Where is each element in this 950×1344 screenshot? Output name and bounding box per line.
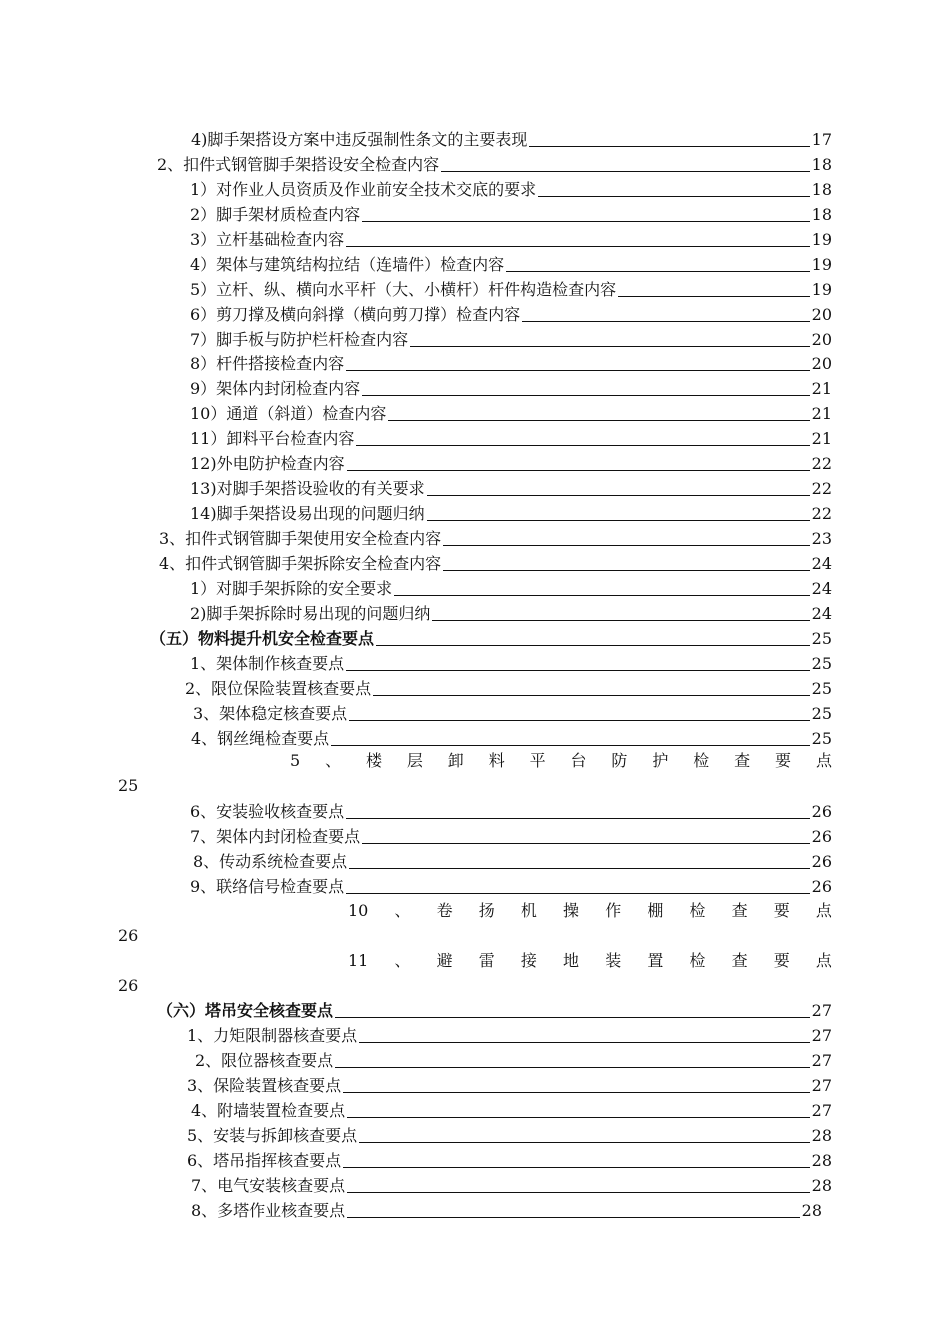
leader-line bbox=[618, 295, 809, 297]
leader-line bbox=[346, 817, 809, 819]
leader-line bbox=[356, 444, 809, 446]
toc-entry-label: 9）架体内封闭检查内容 bbox=[190, 379, 361, 398]
leader-line bbox=[349, 719, 809, 721]
toc-entry-page: 25 bbox=[811, 679, 832, 698]
toc-entry-label: 12)外电防护检查内容 bbox=[190, 454, 345, 473]
justified-char: 料 bbox=[488, 751, 505, 770]
toc-entry bbox=[190, 477, 832, 499]
justified-char: 护 bbox=[652, 751, 669, 770]
justified-char: 操 bbox=[563, 901, 580, 920]
toc-entry-label: 6、塔吊指挥核查要点 bbox=[187, 1151, 342, 1170]
toc-entry-label: 7、电气安装核查要点 bbox=[191, 1176, 346, 1195]
toc-entry bbox=[190, 253, 832, 275]
toc-entry-justified bbox=[290, 750, 832, 772]
toc-entry-page: 21 bbox=[811, 429, 832, 448]
toc-entry bbox=[190, 402, 832, 424]
justified-char: 检 bbox=[689, 951, 706, 970]
toc-entry-page: 24 bbox=[811, 554, 832, 573]
toc-entry bbox=[191, 727, 832, 749]
toc-entry-label: 4）架体与建筑结构拉结（连墙件）检查内容 bbox=[190, 255, 505, 274]
toc-entry-label: 5、安装与拆卸核查要点 bbox=[187, 1126, 358, 1145]
toc-entry-page: 26 bbox=[811, 877, 832, 896]
toc-entry-page: 24 bbox=[811, 604, 832, 623]
toc-entry-label: （五）物料提升机安全检查要点 bbox=[150, 629, 375, 648]
toc-entry-page: 24 bbox=[811, 579, 832, 598]
toc-entry-label: 4)脚手架搭设方案中违反强制性条文的主要表现 bbox=[191, 130, 528, 149]
toc-entry-page: 17 bbox=[811, 130, 832, 149]
toc-entry-label: 1、力矩限制器核查要点 bbox=[187, 1026, 358, 1045]
toc-entry-label: 1）对脚手架拆除的安全要求 bbox=[190, 579, 393, 598]
justified-char: 查 bbox=[731, 951, 748, 970]
toc-entry-page: 20 bbox=[811, 330, 832, 349]
toc-entry-page: 25 bbox=[811, 729, 832, 748]
leader-line bbox=[522, 320, 809, 322]
toc-entry bbox=[190, 228, 832, 250]
toc-entry bbox=[191, 1199, 822, 1221]
toc-entry bbox=[185, 677, 832, 699]
toc-entry-page: 25 bbox=[811, 704, 832, 723]
toc-entry bbox=[190, 452, 832, 474]
toc-entry-label: 7）脚手板与防护栏杆检查内容 bbox=[190, 330, 409, 349]
leader-line bbox=[388, 419, 809, 421]
justified-char: 点 bbox=[815, 951, 832, 970]
toc-entry bbox=[190, 203, 832, 225]
toc-entry-page: 25 bbox=[811, 654, 832, 673]
leader-line bbox=[538, 195, 809, 197]
toc-entry-page: 27 bbox=[811, 1076, 832, 1095]
toc-entry-label: 8、多塔作业核查要点 bbox=[191, 1201, 346, 1220]
toc-entry bbox=[190, 278, 832, 300]
leader-line bbox=[346, 369, 809, 371]
toc-entry bbox=[190, 303, 832, 325]
justified-char: 雷 bbox=[478, 951, 495, 970]
toc-entry-label: 3）立杆基础检查内容 bbox=[190, 230, 345, 249]
toc-entry bbox=[193, 850, 832, 872]
justified-char: 置 bbox=[647, 951, 664, 970]
toc-entry bbox=[190, 502, 832, 524]
toc-entry-label: 10）通道（斜道）检查内容 bbox=[190, 404, 387, 423]
justified-char: 要 bbox=[775, 751, 792, 770]
toc-entry-label: 2）脚手架材质检查内容 bbox=[190, 205, 361, 224]
toc-entry-page: 26 bbox=[811, 802, 832, 821]
toc-entry-page: 23 bbox=[811, 529, 832, 548]
toc-entry-label: 3、保险装置核查要点 bbox=[187, 1076, 342, 1095]
justified-char: 作 bbox=[605, 901, 622, 920]
justified-char: 点 bbox=[815, 751, 832, 770]
toc-entry-label: 8）杆件搭接检查内容 bbox=[190, 354, 345, 373]
justified-char: 、 bbox=[325, 751, 342, 770]
justified-char: 、 bbox=[394, 951, 411, 970]
justified-char: 楼 bbox=[365, 751, 382, 770]
toc-entry-label: 6、安装验收核查要点 bbox=[190, 802, 345, 821]
toc-entry-page: 26 bbox=[118, 926, 139, 945]
toc-entry-label: 8、传动系统检查要点 bbox=[193, 852, 348, 871]
toc-entry-label: 2、限位保险装置核查要点 bbox=[185, 679, 372, 698]
justified-char: 避 bbox=[436, 951, 453, 970]
toc-entry bbox=[190, 178, 832, 200]
justified-char: 接 bbox=[520, 951, 537, 970]
toc-entry-label: 1）对作业人员资质及作业前安全技术交底的要求 bbox=[190, 180, 537, 199]
toc-entry-label: 6）剪刀撑及横向斜撑（横向剪刀撑）检查内容 bbox=[190, 305, 521, 324]
toc-entry-justified bbox=[348, 900, 832, 922]
toc-entry bbox=[190, 875, 832, 897]
leader-line bbox=[347, 1191, 809, 1193]
leader-line bbox=[376, 644, 810, 646]
toc-entry-page: 25 bbox=[811, 629, 832, 648]
leader-line bbox=[394, 594, 809, 596]
leader-line bbox=[362, 842, 809, 844]
justified-char: 、 bbox=[394, 901, 411, 920]
leader-line bbox=[346, 669, 809, 671]
toc-entry bbox=[190, 377, 832, 399]
leader-line bbox=[359, 1041, 809, 1043]
toc-entry-page: 18 bbox=[811, 180, 832, 199]
toc-entry bbox=[190, 602, 832, 624]
toc-entry bbox=[190, 328, 832, 350]
toc-entry-label: （六）塔吊安全核查要点 bbox=[157, 1001, 334, 1020]
justified-char: 查 bbox=[731, 901, 748, 920]
toc-entry-page: 19 bbox=[811, 255, 832, 274]
justified-char: 11 bbox=[348, 951, 369, 970]
leader-line bbox=[441, 170, 809, 172]
toc-entry-label: 11）卸料平台检查内容 bbox=[190, 429, 355, 448]
leader-line bbox=[427, 519, 810, 521]
toc-entry bbox=[193, 702, 832, 724]
justified-char: 点 bbox=[815, 901, 832, 920]
leader-line bbox=[529, 145, 809, 147]
toc-entry bbox=[187, 1124, 832, 1146]
toc-entry-label: 2)脚手架拆除时易出现的问题归纳 bbox=[190, 604, 431, 623]
toc-entry-page: 19 bbox=[811, 230, 832, 249]
justified-char: 地 bbox=[563, 951, 580, 970]
justified-char: 棚 bbox=[647, 901, 664, 920]
justified-char: 台 bbox=[570, 751, 587, 770]
leader-line bbox=[410, 345, 809, 347]
toc-entry bbox=[187, 1149, 832, 1171]
leader-line bbox=[346, 892, 809, 894]
toc-entry-page: 27 bbox=[811, 1001, 832, 1020]
toc-entry bbox=[190, 427, 832, 449]
toc-entry-page: 28 bbox=[811, 1176, 832, 1195]
leader-line bbox=[359, 1141, 809, 1143]
justified-char: 扬 bbox=[478, 901, 495, 920]
justified-char: 层 bbox=[406, 751, 423, 770]
toc-entry-page: 26 bbox=[811, 827, 832, 846]
toc-entry-page: 26 bbox=[811, 852, 832, 871]
justified-char: 卸 bbox=[447, 751, 464, 770]
toc-entry-label: 4、扣件式钢管脚手架拆除安全检查内容 bbox=[159, 554, 442, 573]
leader-line bbox=[335, 1016, 810, 1018]
leader-line bbox=[362, 394, 809, 396]
toc-entry-label: 2、扣件式钢管脚手架搭设安全检查内容 bbox=[157, 155, 440, 174]
justified-char: 防 bbox=[611, 751, 628, 770]
toc-entry-page: 27 bbox=[811, 1051, 832, 1070]
toc-entry-label: 3、架体稳定核查要点 bbox=[193, 704, 348, 723]
justified-char: 机 bbox=[520, 901, 537, 920]
toc-entry-label: 4、附墙装置检查要点 bbox=[191, 1101, 346, 1120]
toc-entry-page: 27 bbox=[811, 1101, 832, 1120]
toc-entry-page: 21 bbox=[811, 379, 832, 398]
toc-entry-label: 1、架体制作核查要点 bbox=[190, 654, 345, 673]
toc-section-heading bbox=[150, 627, 832, 649]
leader-line bbox=[347, 469, 810, 471]
justified-char: 查 bbox=[734, 751, 751, 770]
toc-entry bbox=[191, 128, 832, 150]
toc-entry bbox=[190, 577, 832, 599]
toc-entry-page: 27 bbox=[811, 1026, 832, 1045]
leader-line bbox=[343, 1166, 809, 1168]
toc-entry-justified bbox=[348, 950, 832, 972]
toc-entry bbox=[190, 800, 832, 822]
justified-char: 装 bbox=[605, 951, 622, 970]
leader-line bbox=[373, 694, 809, 696]
leader-line bbox=[331, 744, 809, 746]
toc-entry-label: 5）立杆、纵、横向水平杆（大、小横杆）杆件构造检查内容 bbox=[190, 280, 617, 299]
toc-entry-label: 2、限位器核查要点 bbox=[195, 1051, 334, 1070]
toc-entry bbox=[187, 1024, 832, 1046]
toc-entry-page: 28 bbox=[811, 1126, 832, 1145]
justified-char: 平 bbox=[529, 751, 546, 770]
leader-line bbox=[443, 569, 809, 571]
toc-entry-label: 3、扣件式钢管脚手架使用安全检查内容 bbox=[159, 529, 442, 548]
toc-entry-page: 20 bbox=[811, 354, 832, 373]
toc-entry-page: 28 bbox=[811, 1151, 832, 1170]
justified-char: 卷 bbox=[436, 901, 453, 920]
toc-entry-page: 20 bbox=[811, 305, 832, 324]
justified-char: 要 bbox=[773, 951, 790, 970]
toc-entry bbox=[195, 1049, 832, 1071]
toc-section-heading bbox=[157, 999, 832, 1021]
toc-entry-label: 9、联络信号检查要点 bbox=[190, 877, 345, 896]
leader-line bbox=[362, 220, 809, 222]
toc-entry bbox=[159, 552, 832, 574]
toc-entry bbox=[190, 825, 832, 847]
toc-entry-label: 7、架体内封闭检查要点 bbox=[190, 827, 361, 846]
toc-entry bbox=[187, 1074, 832, 1096]
leader-line bbox=[347, 1216, 799, 1218]
leader-line bbox=[343, 1091, 809, 1093]
toc-entry-page: 21 bbox=[811, 404, 832, 423]
justified-char: 要 bbox=[773, 901, 790, 920]
toc-entry bbox=[159, 527, 832, 549]
toc-entry-page: 26 bbox=[118, 976, 139, 995]
justified-char: 5 bbox=[290, 751, 301, 770]
leader-line bbox=[347, 1116, 809, 1118]
toc-entry-page: 28 bbox=[801, 1201, 822, 1220]
leader-line bbox=[506, 270, 809, 272]
leader-line bbox=[427, 494, 810, 496]
toc-entry bbox=[157, 153, 832, 175]
toc-entry-page: 18 bbox=[811, 205, 832, 224]
leader-line bbox=[335, 1066, 809, 1068]
toc-entry bbox=[191, 1174, 832, 1196]
toc-entry-page: 22 bbox=[811, 504, 832, 523]
toc-entry-page: 19 bbox=[811, 280, 832, 299]
toc-entry-page: 25 bbox=[118, 776, 139, 795]
toc-entry bbox=[190, 652, 832, 674]
justified-char: 检 bbox=[689, 901, 706, 920]
toc-entry-page: 18 bbox=[811, 155, 832, 174]
toc-entry bbox=[190, 352, 832, 374]
toc-entry-page: 22 bbox=[811, 454, 832, 473]
toc-entry bbox=[191, 1099, 832, 1121]
toc-entry-page: 22 bbox=[811, 479, 832, 498]
leader-line bbox=[346, 245, 809, 247]
justified-char: 10 bbox=[348, 901, 369, 920]
toc-entry-label: 4、钢丝绳检查要点 bbox=[191, 729, 330, 748]
justified-char: 检 bbox=[693, 751, 710, 770]
leader-line bbox=[432, 619, 809, 621]
leader-line bbox=[349, 867, 809, 869]
toc-entry-label: 13)对脚手架搭设验收的有关要求 bbox=[190, 479, 425, 498]
toc-entry-label: 14)脚手架搭设易出现的问题归纳 bbox=[190, 504, 425, 523]
leader-line bbox=[443, 544, 809, 546]
